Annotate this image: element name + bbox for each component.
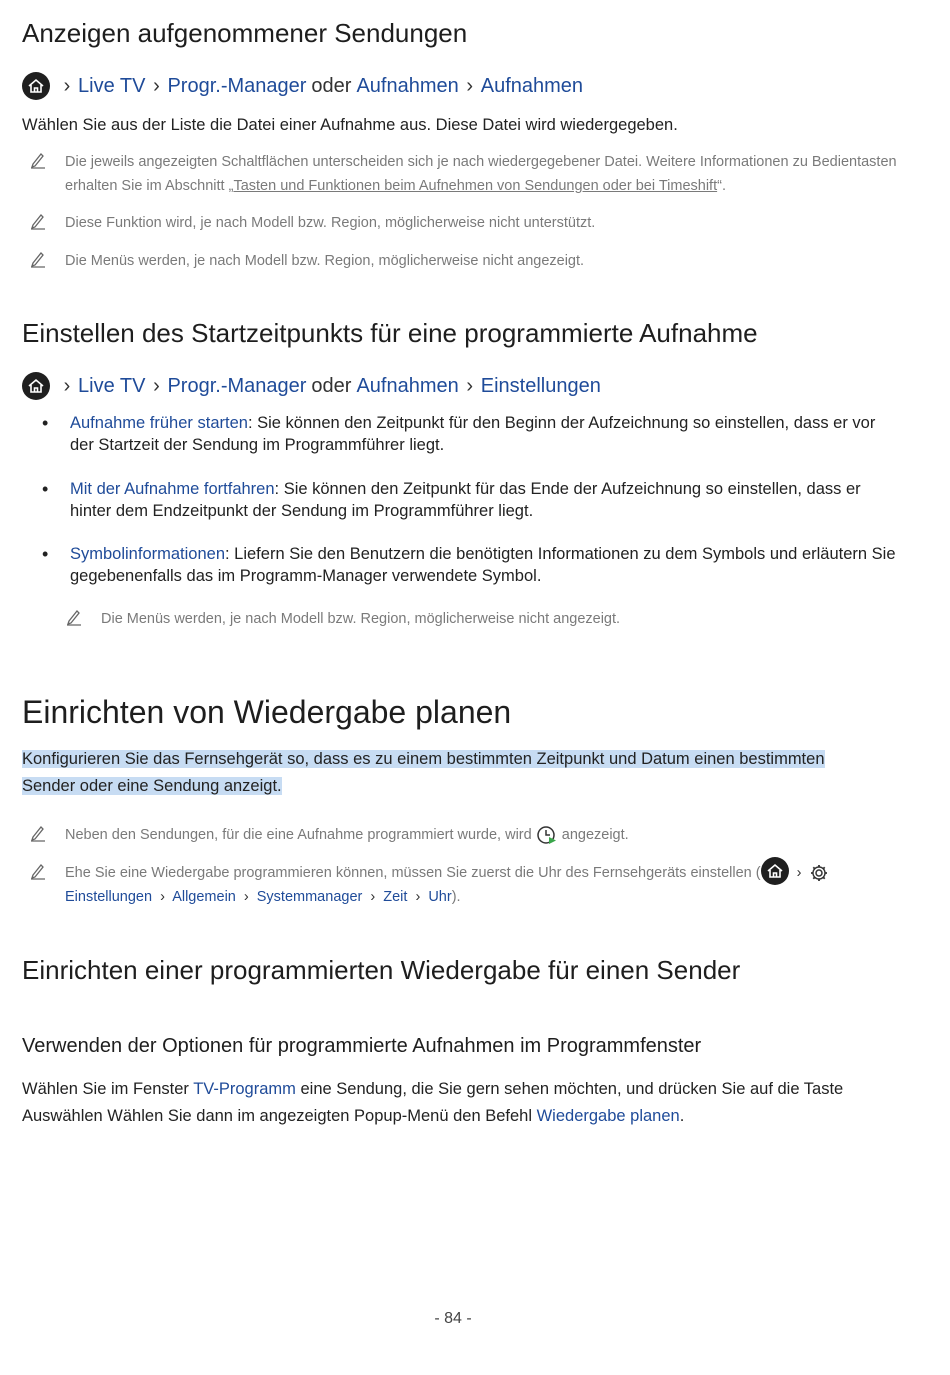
term-continue[interactable]: Mit der Aufnahme fortfahren [70,480,275,498]
pencil-icon [66,608,82,626]
bullet-item: • Mit der Aufnahme fortfahren: Sie können den Zeitpunkt für das Ende der Aufzeichnung so einstellen, dass er hinter dem Endzeitpunkt der Sendung im Programmführer liegt. [42,479,861,520]
link-wiedergabe-planen[interactable]: Wiedergabe planen [536,1107,680,1125]
subsection-title-guide-options: Verwenden der Optionen für programmierte Aufnahmen im Programmfenster [22,1035,702,1057]
crumb-oder: oder [311,74,352,97]
crumb-aufnahmen[interactable]: Aufnahmen [356,374,459,397]
crumb-aufnahmen[interactable]: Aufnahmen [356,74,459,97]
chevron-right-icon: › [153,74,160,97]
breadcrumb-recordings [22,72,583,100]
nav-zeit[interactable]: Zeit [383,889,408,906]
term-symbol-info[interactable]: Symbolinformationen [70,545,225,563]
nav-allgemein[interactable]: Allgemein [172,889,236,906]
bullet-item: • Aufnahme früher starten: Sie können den Zeitpunkt für den Beginn der Aufzeichnung so einstellen, dass er vor der Startzeit der Sendung im Programmführer liegt. [42,413,876,454]
home-icon [761,857,789,885]
nav-uhr[interactable]: Uhr [428,889,452,906]
paragraph-schedule-viewing: Konfigurieren Sie das Fernsehgerät so, dass es zu einem bestimmten Zeitpunkt und Datum einen bestimmten Sender oder eine Sendung anzeigt. [22,750,825,795]
schedule-clock-icon [536,825,558,845]
section-title-start-time: Einstellen des Startzeitpunkts für eine programmierte Aufnahme [22,318,758,348]
crumb-progr-manager[interactable]: Progr.-Manager [167,374,307,397]
note-buttons: Die jeweils angezeigten Schaltflächen unterscheiden sich je nach wiedergegebener Datei. Weitere Informationen zu Bedientasten erhalten Sie im Abschnitt „Tasten und Funktionen beim Aufnehmen von Sendungen oder bei Timeshift“. [22,150,902,198]
pencil-icon [30,250,46,268]
breadcrumb-settings [22,372,601,400]
link-tv-programm[interactable]: TV-Programm [193,1080,296,1098]
pencil-icon [30,824,46,842]
nav-systemmanager[interactable]: Systemmanager [256,889,363,906]
home-icon [22,372,50,400]
chevron-right-icon: › [63,374,71,397]
paragraph-recordings: Wählen Sie aus der Liste die Datei einer Aufnahme aus. Diese Datei wird wiedergegeben. [22,116,678,134]
section-title-channel-viewing: Einrichten einer programmierten Wiedergabe für einen Sender [22,955,741,985]
chevron-right-icon: › [63,74,71,97]
note-menus-2: Die Menüs werden, je nach Modell bzw. Region, möglicherweise nicht angezeigt. [58,607,902,631]
crumb-live-tv[interactable]: Live TV [78,74,146,97]
crumb-live-tv[interactable]: Live TV [78,374,146,397]
crumb-einstellungen[interactable]: Einstellungen [480,374,601,397]
crumb-oder: oder [311,374,352,397]
note-schedule-icon: Neben den Sendungen, für die eine Aufnahme programmiert wurde, wird angezeigt. [22,823,902,847]
chevron-right-icon: › [466,74,474,97]
chevron-right-icon: › [796,865,802,881]
chevron-right-icon: › [153,374,160,397]
chevron-right-icon: › [243,889,249,906]
chevron-right-icon: › [160,889,165,906]
pencil-icon [30,151,46,169]
gear-icon [809,863,829,883]
chevron-right-icon: › [415,889,421,906]
section-title-schedule-viewing: Einrichten von Wiedergabe planen [22,694,512,730]
bullet-item: • Symbolinformationen: Liefern Sie den Benutzern die benötigten Informationen zu dem Symbols und erläutern Sie gegebenenfalls das im Programm-Manager verwendete Symbol. [42,544,896,585]
pencil-icon [30,862,46,880]
note-not-supported: Diese Funktion wird, je nach Modell bzw. Region, möglicherweise nicht unterstützt. [22,211,902,235]
chevron-right-icon: › [466,374,474,397]
crumb-progr-manager[interactable]: Progr.-Manager [167,74,307,97]
home-icon [22,72,50,100]
note-menus: Die Menüs werden, je nach Modell bzw. Region, möglicherweise nicht angezeigt. [22,249,902,273]
link-timeshift[interactable]: Tasten und Funktionen beim Aufnehmen von Sendungen oder bei Timeshift [233,178,718,194]
paragraph-guide-options: Wählen Sie im Fenster TV-Programm eine Sendung, die Sie gern sehen möchten, und drücken Sie auf die Taste Auswählen Wählen Sie dann im angezeigten Popup-Menü den Befehl Wiedergabe planen. [22,1080,844,1125]
section-title-recordings: Anzeigen aufgenommener Sendungen [22,18,468,48]
note-set-clock: Ehe Sie eine Wiedergabe programmieren können, müssen Sie zuerst die Uhr des Fernsehgeräts einstellen ( › Einstellungen › Allgemein › Systemmanager › Zeit › Uhr). [22,861,902,909]
nav-einstellungen[interactable]: Einstellungen [65,889,153,906]
chevron-right-icon: › [370,889,376,906]
crumb-aufnahmen-2[interactable]: Aufnahmen [480,74,584,97]
pencil-icon [30,212,46,230]
page-number: - 84 - [434,1310,472,1327]
term-start-early[interactable]: Aufnahme früher starten [70,414,248,432]
